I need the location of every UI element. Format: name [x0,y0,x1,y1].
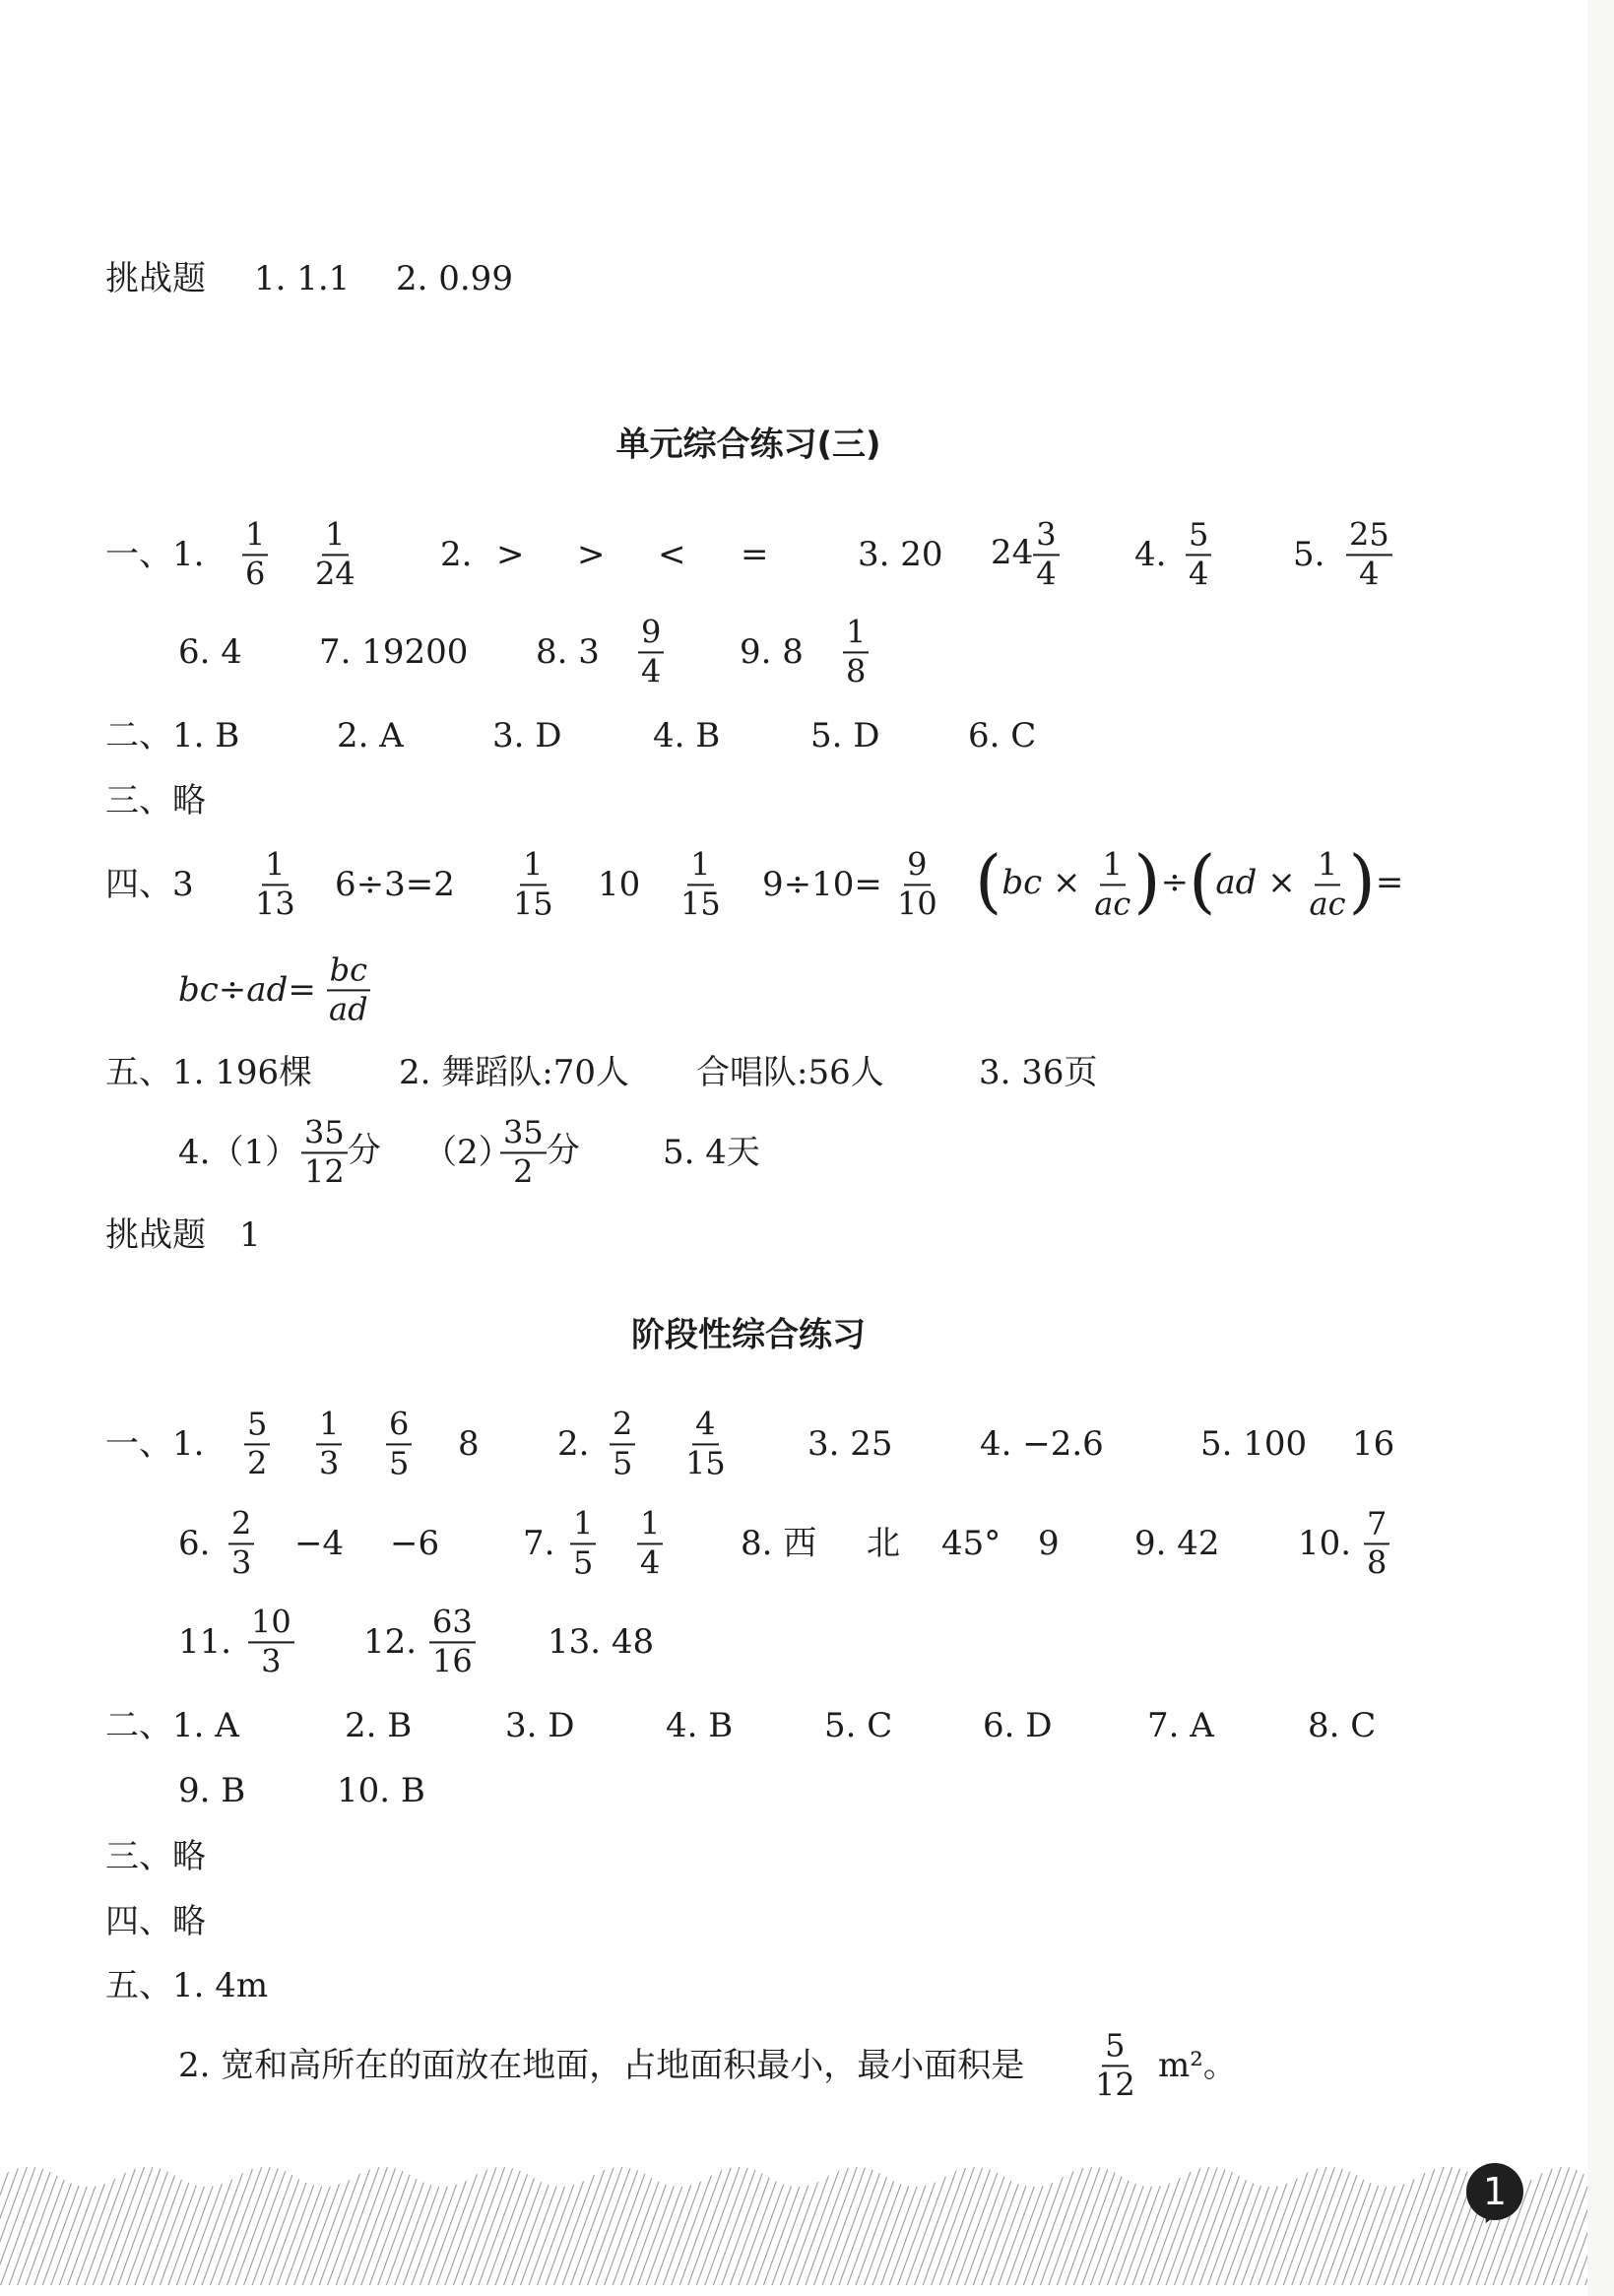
fraction-with-unit: $\frac{35}{12}$ 分 [301,1116,381,1188]
answer: 13. 48 [548,1622,655,1662]
question-label: 10. [1298,1524,1352,1563]
question-label: 7. [523,1524,555,1563]
answer: （2） [423,1133,512,1172]
fraction: $\frac{bc}{ad}$ [326,953,371,1025]
section-title: 单元综合练习(三) [615,425,881,465]
answer: 9. B [178,1771,246,1810]
challenge-label: 挑战题 [105,259,206,298]
answer: 3. 20 [858,535,943,574]
answer: 四、略 [105,1902,206,1941]
fraction: $\frac{7}{8}$ [1364,1507,1389,1579]
answer: 10 [598,865,641,904]
answer: 三、略 [105,781,206,820]
answer: 8. 西 [741,1524,817,1563]
answer: 3. 25 [807,1424,893,1464]
answer: 三、略 [105,1837,206,1876]
question-label: 一、1. [105,535,205,574]
answer: 8. C [1308,1706,1377,1745]
answer: 6. C [968,716,1037,755]
fraction: $\frac{4}{15}$ [685,1405,726,1481]
answer: 4.（1） [178,1133,299,1172]
answer: 45° [941,1524,1001,1563]
answer: 7. 19200 [319,632,469,672]
question-label: 12. [363,1622,418,1662]
fraction: $\frac{2}{3}$ [228,1507,254,1579]
answer: 6. 4 [178,632,242,672]
fraction: $\frac{1}{4}$ [637,1507,663,1579]
fraction: $\frac{1}{6}$ [242,518,268,590]
answer: 2. 宽和高所在的面放在地面，占地面积最小，最小面积是 [178,2046,1025,2085]
question-label: 4. [1134,535,1167,574]
answer: 3. D [505,1706,575,1745]
question-label: 2. [557,1424,590,1464]
answer: 3. 36页 [979,1053,1098,1092]
fraction: $\frac{2}{5}$ [610,1408,635,1479]
answer: 2. A [337,716,404,755]
answer: −6 [390,1524,440,1563]
section-title: 阶段性综合练习 [631,1315,866,1355]
answer: 五、1. 4m [105,1966,269,2005]
wave-decoration [0,2147,1587,2285]
answer: 6. D [983,1706,1053,1745]
answer: 3. D [492,716,562,755]
question-label: 一、1. [105,1424,205,1464]
fraction: $\frac{9}{10}$ [897,845,937,922]
formula: (bc × $\frac{1}{ac}$ )÷(ad × $\frac{1}{ac}$ )= [975,840,1404,922]
fraction: $\frac{1}{15}$ [680,845,721,922]
unit: m²。 [1158,2046,1237,2085]
answer: > [496,535,525,574]
answer: 7. A [1147,1706,1214,1745]
answer: > [577,535,606,574]
answer: 8. 3 [536,632,600,672]
fraction: $\frac{5}{4}$ [1186,518,1211,590]
answer: 四、3 [105,865,194,904]
answer: 5. 4天 [663,1133,760,1172]
answer: 16 [1352,1424,1395,1464]
answer: 5. 100 [1200,1424,1308,1464]
answer: 北 [867,1524,900,1563]
answer: 二、1. A [105,1706,239,1745]
answer: 9. 8 [740,632,804,672]
page-number: 1 [1466,2163,1523,2220]
answer: −4 [294,1524,345,1563]
answer: 9÷10= [762,865,882,904]
fraction: $\frac{63}{16}$ [429,1606,476,1677]
question-label: 2. [440,535,473,574]
fraction: $\frac{1}{15}$ [513,845,553,922]
fraction: $\frac{10}{3}$ [248,1606,294,1677]
fraction-with-unit: $\frac{35}{2}$ 分 [500,1116,580,1188]
answer: 5. D [810,716,880,755]
challenge-label: 挑战题 1 [105,1215,261,1255]
fraction: $\frac{6}{5}$ [386,1408,412,1479]
answer: 合唱队:56人 [696,1053,884,1092]
fraction: $\frac{1}{3}$ [316,1408,342,1479]
fraction: $\frac{1}{13}$ [255,845,295,922]
fraction: $\frac{1}{5}$ [570,1507,596,1579]
answer: 8 [458,1424,480,1464]
answer: 二、1. B [105,716,240,755]
mixed-number: 24 $\frac{3}{4}$ [991,518,1060,590]
fraction: $\frac{5}{2}$ [244,1408,270,1479]
question-label: 6. [178,1524,211,1563]
fraction: $\frac{1}{24}$ [315,515,355,592]
question-label: 11. [178,1622,232,1662]
answer: 五、1. 196棵 [105,1053,313,1092]
answer: 2. 舞蹈队:70人 [399,1053,629,1092]
fraction: $\frac{9}{4}$ [638,616,664,688]
answer: 10. B [337,1771,425,1810]
answer: 9 [1038,1524,1060,1563]
answer: = [741,535,769,574]
answer: 6÷3=2 [335,865,455,904]
answer: 2. B [345,1706,413,1745]
answer: 4. B [666,1706,734,1745]
fraction: $\frac{1}{8}$ [843,616,869,688]
fraction: $\frac{25}{4}$ [1346,518,1392,590]
fraction: $\frac{5}{12}$ [1095,2026,1135,2103]
question-label: 5. [1293,535,1325,574]
answer: 4. B [653,716,721,755]
answer: 9. 42 [1134,1524,1220,1563]
answer: 4. −2.6 [980,1424,1104,1464]
answer: < [658,535,686,574]
answer: 5. C [824,1706,893,1745]
answer: 2. 0.99 [396,259,513,298]
formula: bc÷ad= [178,970,316,1010]
answer: 1. 1.1 [254,259,351,298]
